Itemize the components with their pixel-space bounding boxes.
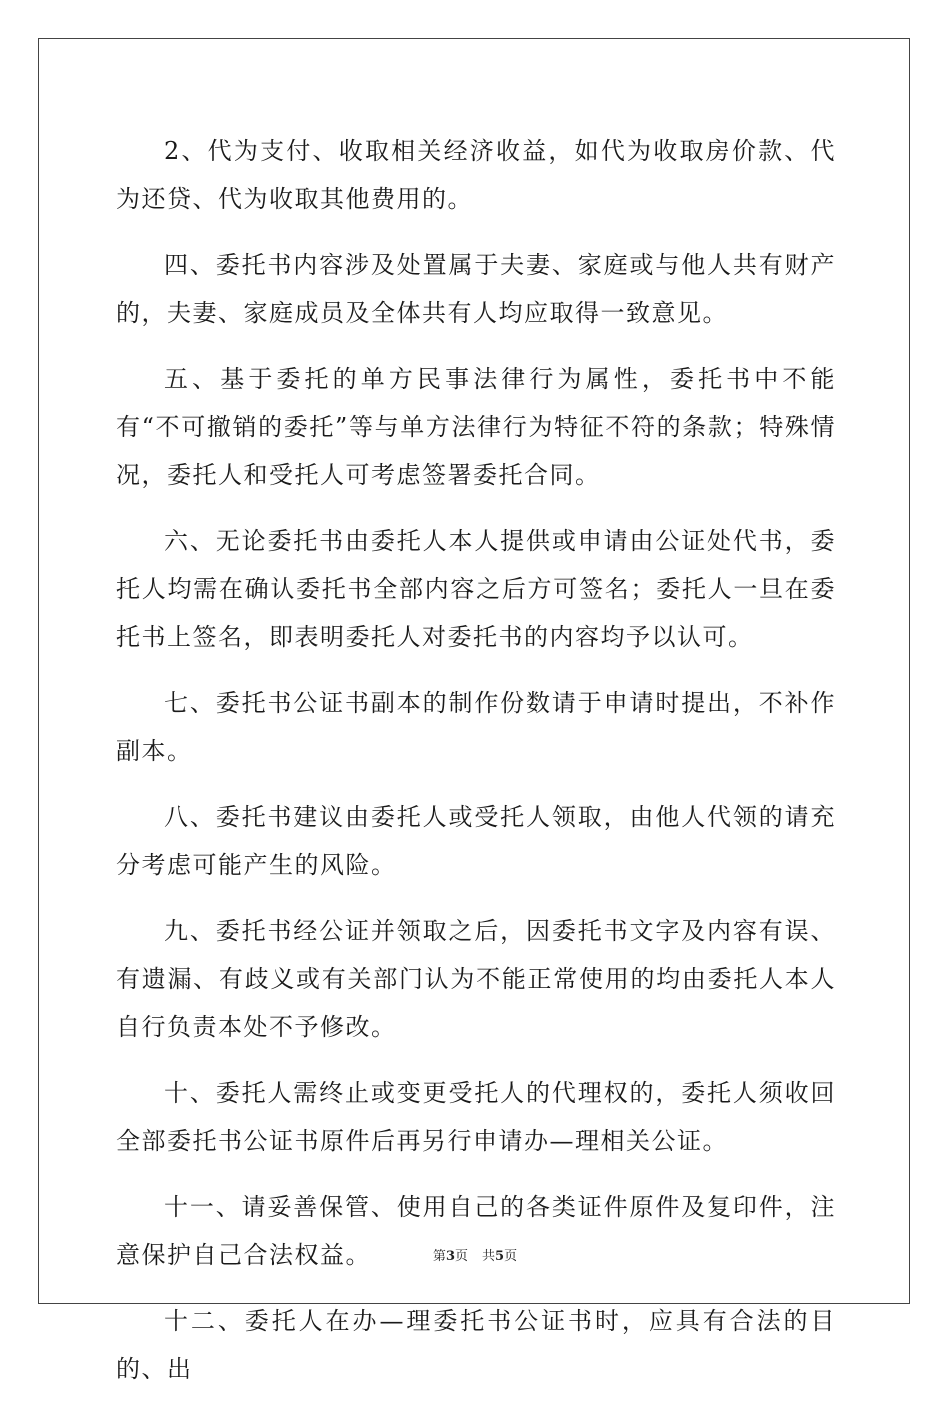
paragraph-7: 九、委托书经公证并领取之后，因委托书文字及内容有误、有遗漏、有歧义或有关部门认为不能正常使用的均由委托人本人自行负责本处不予修改。 [116, 917, 836, 1041]
paragraph-1: 2、代为支付、收取相关经济收益，如代为收取房价款、代为还贷、代为收取其他费用的。 [116, 137, 836, 213]
paragraph-6: 八、委托书建议由委托人或受托人领取，由他人代领的请充分考虑可能产生的风险。 [116, 803, 836, 879]
page-footer [0, 1248, 950, 1266]
paragraph-3: 五、基于委托的单方民事法律行为属性，委托书中不能有“不可撤销的委托”等与单方法律行为特征不符的条款；特殊情况，委托人和受托人可考虑签署委托合同。 [116, 365, 836, 489]
page-total-suffix: 页 [504, 1249, 518, 1264]
page-number-prefix: 第 [432, 1249, 446, 1264]
document-body [116, 127, 836, 1411]
paragraph-9: 十一、请妥善保管、使用自己的各类证件原件及复印件，注意保护自己合法权益。 [116, 1193, 836, 1269]
paragraph-2: 四、委托书内容涉及处置属于夫妻、家庭或与他人共有财产的，夫妻、家庭成员及全体共有人均应取得一致意见。 [116, 251, 836, 327]
paragraph-8: 十、委托人需终止或变更受托人的代理权的，委托人须收回全部委托书公证书原件后再另行申请办—理相关公证。 [116, 1079, 836, 1155]
page-number-suffix: 页 [454, 1249, 468, 1264]
paragraph-10: 十二、委托人在办—理委托书公证书时，应具有合法的目的、出 [116, 1307, 836, 1383]
page-total: 5 [495, 1249, 505, 1264]
page-total-prefix: 共 [482, 1249, 496, 1264]
paragraph-5: 七、委托书公证书副本的制作份数请于申请时提出，不补作副本。 [116, 689, 836, 765]
page-number-current: 3 [445, 1249, 455, 1264]
paragraph-4: 六、无论委托书由委托人本人提供或申请由公证处代书，委托人均需在确认委托书全部内容之后方可签名；委托人一旦在委托书上签名，即表明委托人对委托书的内容均予以认可。 [116, 527, 836, 651]
